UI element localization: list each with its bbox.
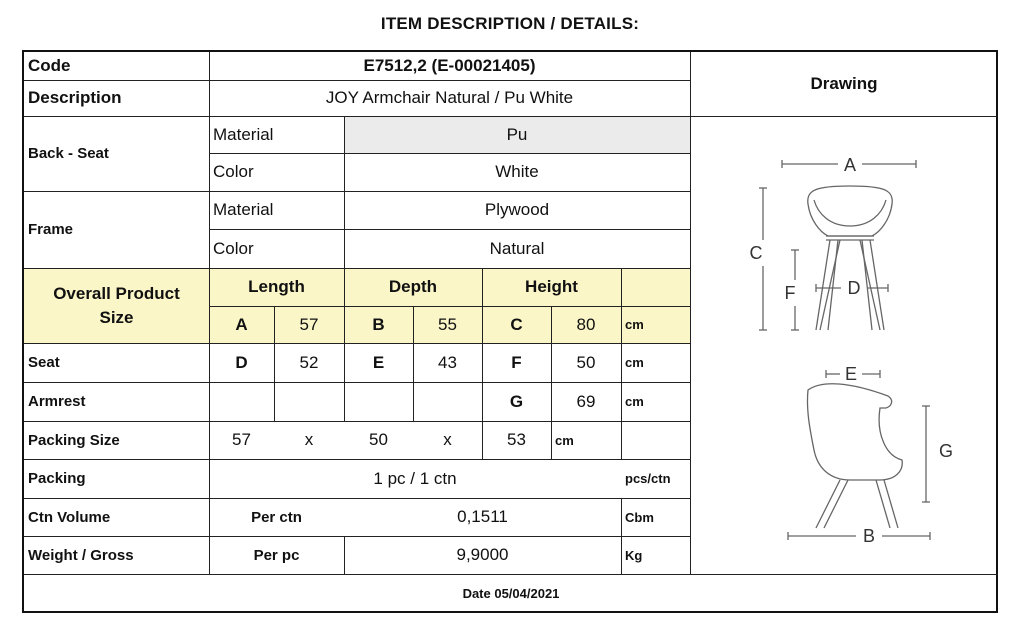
drawing-label-a: A — [843, 155, 857, 175]
drawing-label-e: E — [844, 364, 858, 384]
depth-header: Depth — [388, 277, 438, 296]
drawing-label-b: B — [862, 526, 876, 546]
code-label: Code — [28, 56, 71, 75]
ctn-volume-label: Ctn Volume — [28, 508, 111, 526]
armrest-label: Armrest — [28, 393, 86, 410]
dim-c-label: C — [510, 314, 523, 334]
seat-unit: cm — [625, 355, 644, 370]
packing-unit: pcs/ctn — [625, 471, 671, 486]
frame-material-label: Material — [213, 200, 274, 219]
packing-size-depth: 50 — [369, 430, 388, 449]
chair-drawing — [690, 116, 998, 574]
back-seat-label: Back - Seat — [28, 145, 109, 162]
weight-gross-label: Weight / Gross — [28, 546, 134, 564]
ctn-volume-per: Per ctn — [251, 508, 302, 526]
drawing-label-c: C — [749, 243, 763, 263]
armrest-unit: cm — [625, 394, 644, 409]
seat-label: Seat — [28, 354, 60, 371]
dim-g-label: G — [509, 391, 524, 411]
chair-front-view — [759, 160, 916, 330]
dim-a-label: A — [235, 314, 248, 334]
length-header: Length — [248, 277, 305, 296]
packing-size-label: Packing Size — [28, 431, 120, 449]
item-details-table — [22, 50, 998, 613]
dim-e-value: 43 — [438, 352, 457, 372]
back-seat-color-label: Color — [213, 162, 254, 181]
overall-size-unit: cm — [625, 317, 644, 332]
dim-d-value: 52 — [299, 352, 319, 372]
frame-color-value: Natural — [489, 238, 545, 258]
back-seat-material-value: Pu — [506, 124, 528, 144]
weight-gross-value: 9,9000 — [456, 545, 509, 564]
dim-a-value: 57 — [299, 314, 319, 334]
back-seat-color-value: White — [495, 162, 539, 181]
chair-side-view — [788, 370, 930, 540]
drawing-label-f: F — [784, 283, 796, 303]
document-title: ITEM DESCRIPTION / DETAILS: — [380, 14, 640, 33]
frame-material-value: Plywood — [484, 200, 550, 219]
dim-b-label: B — [372, 314, 385, 334]
date-footer: Date 05/04/2021 — [462, 586, 560, 601]
overall-size-label: Overall Product Size — [53, 283, 180, 327]
dim-d-label: D — [235, 352, 248, 372]
dim-c-value: 80 — [576, 314, 596, 334]
dim-e-label: E — [372, 352, 385, 372]
height-header: Height — [525, 277, 578, 296]
description-value: JOY Armchair Natural / Pu White — [325, 88, 574, 107]
packing-size-length: 57 — [232, 430, 251, 449]
weight-gross-per: Per pc — [253, 546, 300, 564]
packing-size-unit: cm — [555, 432, 574, 448]
frame-color-label: Color — [213, 238, 254, 258]
drawing-label-d: D — [847, 278, 861, 298]
description-label: Description — [28, 88, 122, 107]
drawing-header: Drawing — [810, 74, 878, 93]
dim-f-label: F — [511, 352, 522, 372]
packing-label: Packing — [28, 470, 86, 487]
packing-size-height: 53 — [507, 430, 526, 449]
weight-gross-unit: Kg — [625, 547, 643, 563]
drawing-label-g: G — [938, 441, 954, 461]
dim-b-value: 55 — [438, 314, 457, 334]
packing-value: 1 pc / 1 ctn — [373, 468, 457, 488]
ctn-volume-unit: Cbm — [625, 509, 654, 525]
back-seat-material-label: Material — [213, 124, 274, 144]
frame-label: Frame — [28, 221, 74, 238]
ctn-volume-value: 0,1511 — [457, 507, 508, 526]
dim-g-value: 69 — [576, 391, 596, 411]
packing-size-x1: x — [304, 430, 314, 449]
packing-size-x2: x — [443, 430, 452, 449]
dim-f-value: 50 — [576, 352, 596, 372]
code-value: E7512,2 (E-00021405) — [363, 56, 536, 75]
